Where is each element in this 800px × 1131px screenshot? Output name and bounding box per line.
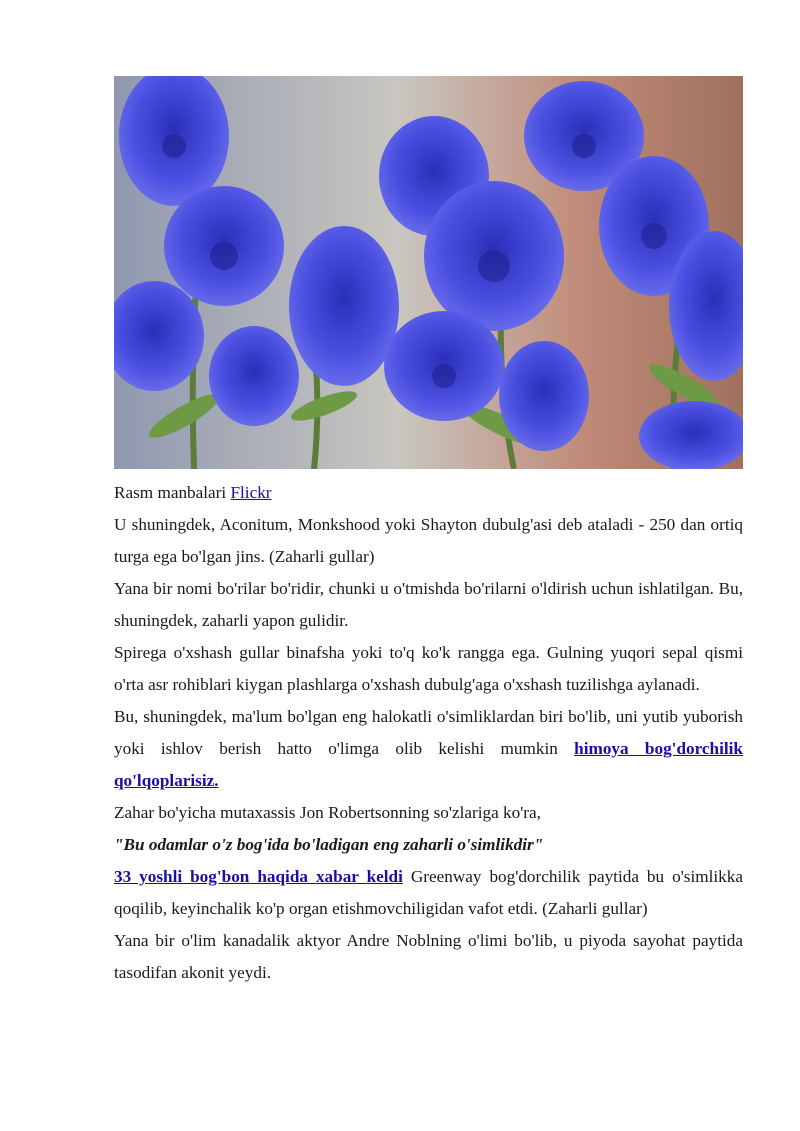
gloves-link[interactable]: himoya bog'dorchilik qo'lqoplarisiz. xyxy=(114,739,743,790)
flower-photo-drawing xyxy=(114,76,743,469)
image-caption xyxy=(114,477,743,509)
paragraph-2: Yana bir nomi bo'rilar bo'ridir, chunki u o'tmishda bo'rilarni o'ldirish uchun ishlatilgan. Bu, shuningdek, zaharli yapon gulidir. xyxy=(114,579,743,630)
expert-quote: "Bu odamlar o'z bog'ida bo'ladigan eng zaharli o'simlikdir" xyxy=(114,835,544,854)
paragraph-3: Spirega o'xshash gullar binafsha yoki to'q ko'k rangga ega. Gulning yuqori sepal qismi o'rta asr rohiblari kiygan plashlarga o'xshash dubulg'aga o'xshash tuzilishga aylanadi. xyxy=(114,643,743,694)
caption-prefix: Rasm manbalari xyxy=(114,483,231,502)
gardener-news-link[interactable]: 33 yoshli bog'bon haqida xabar keldi xyxy=(114,867,403,886)
paragraph-7: Yana bir o'lim kanadalik aktyor Andre Noblning o'limi bo'lib, u piyoda sayohat paytida tasodifan akonit yeydi. xyxy=(114,931,743,982)
paragraph-5: Zahar bo'yicha mutaxassis Jon Robertsonning so'zlariga ko'ra, xyxy=(114,803,541,822)
paragraph-4 xyxy=(114,701,743,797)
paragraph-6-text: Greenway bog'dorchilik paytida bu o'simlikka qoqilib, keyinchalik ko'p organ etishmovchiligidan vafot etdi. (Zaharli gullar) xyxy=(114,867,743,918)
paragraph-1: U shuningdek, Aconitum, Monkshood yoki Shayton dubulg'asi deb ataladi - 250 dan ortiq turga ega bo'lgan jins. (Zaharli gullar) xyxy=(114,515,743,566)
paragraph-6 xyxy=(114,861,743,925)
paragraph-4-text: Bu, shuningdek, ma'lum bo'lgan eng halokatli o'simliklardan biri bo'lib, uni yutib yuborish yoki ishlov berish hatto o'limga olib kelishi mumkin xyxy=(114,707,743,758)
document-page xyxy=(114,76,743,989)
flickr-link[interactable]: Flickr xyxy=(230,483,272,502)
flower-photo xyxy=(114,76,743,469)
